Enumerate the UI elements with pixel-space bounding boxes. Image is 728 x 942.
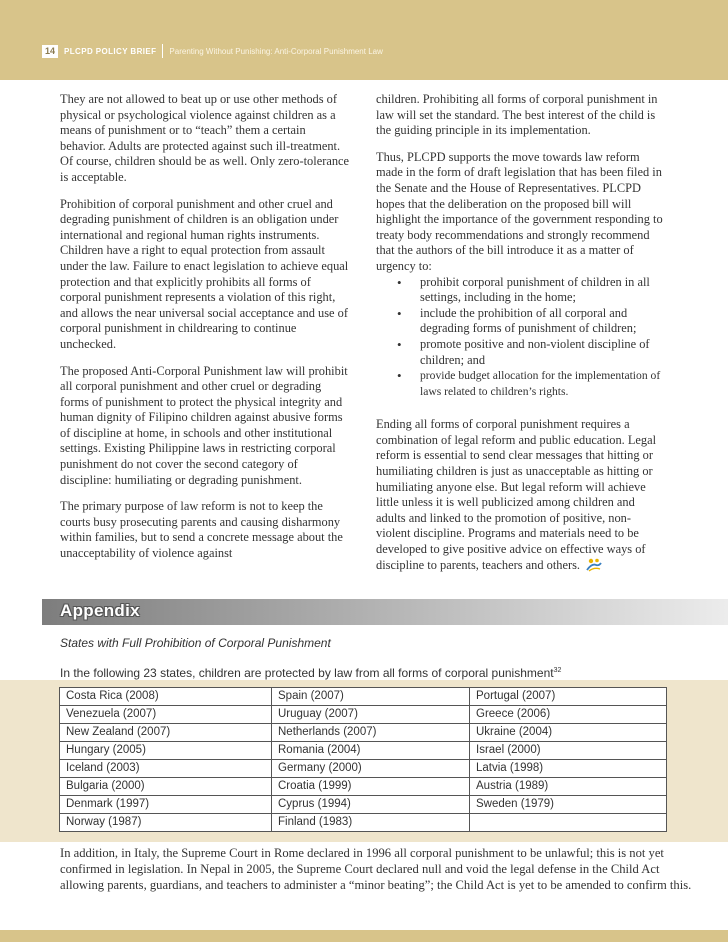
brief-label: PLCPD POLICY BRIEF	[64, 46, 157, 56]
table-row	[60, 688, 667, 706]
table-cell: Romania (2004)	[272, 742, 470, 760]
table-cell: Venezuela (2007)	[60, 706, 272, 724]
recommendation-list	[376, 275, 664, 400]
paragraph: The primary purpose of law reform is not to keep the courts busy prosecuting parents and causing disharmony within families, but to send a concrete message about the unacceptability of violence against	[60, 499, 343, 561]
table-cell: Portugal (2007)	[470, 688, 667, 706]
bottom-color-band	[0, 930, 728, 942]
table-row	[60, 724, 667, 742]
table-row	[60, 742, 667, 760]
appendix-banner	[42, 599, 728, 625]
appendix-intro	[60, 666, 660, 680]
table-cell: Austria (1989)	[470, 778, 667, 796]
appendix-title: Appendix	[60, 601, 140, 620]
list-item: • prohibit corporal punishment of children in all settings, including in the home;	[376, 275, 664, 306]
table-cell: Bulgaria (2000)	[60, 778, 272, 796]
intro-text: In the following 23 states, children are protected by law from all forms of corporal punishment	[60, 666, 554, 680]
table-cell: Finland (1983)	[272, 814, 470, 832]
paragraph: Thus, PLCPD supports the move towards law reform made in the form of draft legislation that has been filed in the Senate and the House of Representatives. PLCPD hopes that the deliberation on the proposed bill will highlight the importance of the government responding to treaty body recommendations and strongly recommend that the authors of the bill introduce it as a matter of urgency to:	[376, 149, 663, 273]
appendix-closing-paragraph: In addition, in Italy, the Supreme Court in Rome declared in 1996 all corporal punishment to be unlawful; this is not yet confirmed in legislation. In Nepal in 2005, the Supreme Court declared null and void the legal defense in the Child Act allowing parents, guardians, and teachers to administer a “minor beating”; the Child Act is yet to be amended to confirm this.	[60, 846, 692, 893]
list-item: • promote positive and non-violent discipline of children; and	[376, 337, 664, 368]
table-row	[60, 706, 667, 724]
list-item: • include the prohibition of all corporal and degrading forms of punishment of children;	[376, 306, 664, 337]
table-cell: Netherlands (2007)	[272, 724, 470, 742]
right-column	[376, 92, 664, 587]
table-cell: Greece (2006)	[470, 706, 667, 724]
table-cell: Iceland (2003)	[60, 760, 272, 778]
table-cell: Norway (1987)	[60, 814, 272, 832]
table-cell: Spain (2007)	[272, 688, 470, 706]
list-item: • provide budget allocation for the implementation of laws related to children’s rights.	[376, 368, 664, 399]
table-row	[60, 778, 667, 796]
table-cell: Israel (2000)	[470, 742, 667, 760]
table-row	[60, 814, 667, 832]
page-header	[42, 44, 383, 58]
table-cell: Ukraine (2004)	[470, 724, 667, 742]
table-row	[60, 796, 667, 814]
paragraph: children. Prohibiting all forms of corporal punishment in law will set the standard. The best interest of the child is the guiding principle in its implementation.	[376, 92, 658, 138]
paragraph: They are not allowed to beat up or use other methods of physical or psychological violence against children as a means of punishment or to “teach” them a certain behavior. Adults are protected against such ill-treatment. Of course, children should be as well. Only zero-tolerance is acceptable.	[60, 92, 350, 184]
footnote-ref: 32	[553, 667, 562, 674]
top-color-band	[0, 0, 728, 80]
table-cell: Uruguay (2007)	[272, 706, 470, 724]
page-number: 14	[42, 45, 58, 58]
paragraph	[376, 417, 664, 576]
paragraph: The proposed Anti-Corporal Punishment law will prohibit all corporal punishment and other cruel or degrading forms of punishment to protect the physical integrity and human dignity of Filipino children against abusive forms of discipline at home, in schools and other institutional settings. Existing Philippine laws in restricting corporal punishment do not cover the second category of discipline: humiliating or degrading punishment.	[60, 363, 348, 487]
plcpd-logo-icon	[586, 558, 602, 577]
header-divider	[162, 44, 163, 58]
table-cell: New Zealand (2007)	[60, 724, 272, 742]
table-row	[60, 760, 667, 778]
paragraph-text: Ending all forms of corporal punishment requires a combination of legal reform and public education. Legal reform is essential to send clear messages that hitting or humiliating children is just as unacceptable as hitting or humiliating anyone else. But legal reform will achieve little unless it is well publicized among children and adults and linked to the promotion of positive, non-violent discipline. Programs and materials need to be developed to give positive advice on effective ways of discipline to parents, teachers and others.	[376, 417, 657, 572]
table-cell: Croatia (1999)	[272, 778, 470, 796]
table-cell: Sweden (1979)	[470, 796, 667, 814]
table-cell	[470, 814, 667, 832]
left-column	[60, 92, 350, 573]
brief-subtitle: Parenting Without Punishing: Anti-Corporal Punishment Law	[169, 46, 383, 56]
table-cell: Costa Rica (2008)	[60, 688, 272, 706]
table-cell: Hungary (2005)	[60, 742, 272, 760]
states-table	[59, 687, 667, 832]
table-cell: Denmark (1997)	[60, 796, 272, 814]
table-cell: Cyprus (1994)	[272, 796, 470, 814]
paragraph: Prohibition of corporal punishment and other cruel and degrading punishment of children is an obligation under international and regional human rights instruments. Children have a right to equal protection from assault under the law. Failure to enact legislation to achieve equal protection and that explicitly prohibits all forms of corporal punishment represents a violation of this right, and allows the near universal social acceptance and use of corporal punishment in childrearing to continue unchecked.	[60, 196, 349, 351]
appendix-subtitle: States with Full Prohibition of Corporal Punishment	[60, 636, 331, 650]
table-cell: Germany (2000)	[272, 760, 470, 778]
table-cell: Latvia (1998)	[470, 760, 667, 778]
